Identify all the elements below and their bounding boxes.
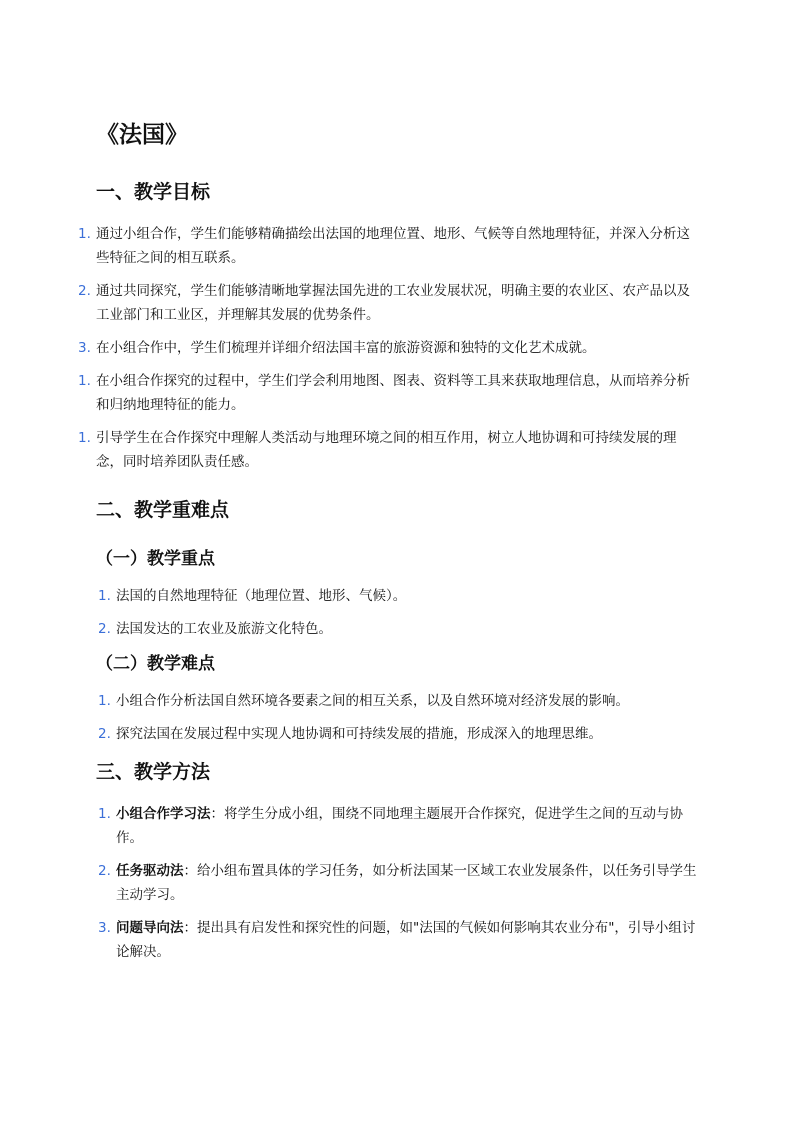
method-label: 小组合作学习法 <box>116 806 211 822</box>
method-description: ：提出具有启发性和探究性的问题，如"法国的气候如何影响其农业分布"，引导小组讨论解决。 <box>116 920 696 960</box>
subsection-heading: （二）教学难点 <box>96 654 215 674</box>
list-item-text <box>116 916 698 964</box>
list-item-text: 通过共同探究，学生们能够清晰地掌握法国先进的工农业发展状况，明确主要的农业区、农产品以及工业部门和工业区，并理解其发展的优势条件。 <box>96 283 690 323</box>
section-heading: 二、教学重难点 <box>96 499 230 521</box>
method-description: ：将学生分成小组，围绕不同地理主题展开合作探究，促进学生之间的互动与协作。 <box>116 806 683 846</box>
subsection-key-points <box>96 546 698 641</box>
objectives-list <box>78 222 698 474</box>
list-item-text <box>116 859 698 907</box>
section-key-difficult-points <box>96 496 698 746</box>
list-item: 1. 法国的自然地理特征（地理位置、地形、气候）。 <box>96 584 698 608</box>
section-heading: 三、教学方法 <box>96 761 211 783</box>
list-item: 1. 小组合作分析法国自然环境各要素之间的相互关系，以及自然环境对经济发展的影响。 <box>96 689 698 713</box>
key-points-list <box>96 584 698 641</box>
list-item-text: 在小组合作探究的过程中，学生们学会利用地图、图表、资料等工具来获取地理信息，从而培养分析和归纳地理特征的能力。 <box>96 373 690 413</box>
list-item-text: 通过小组合作，学生们能够精确描绘出法国的地理位置、地形、气候等自然地理特征，并深入分析这些特征之间的相互联系。 <box>96 226 690 266</box>
section-teaching-methods <box>96 758 698 964</box>
method-description: ：给小组布置具体的学习任务，如分析法国某一区域工农业发展条件，以任务引导学生主动学习。 <box>116 863 697 903</box>
subsection-difficult-points <box>96 651 698 746</box>
list-item: 1. 在小组合作探究的过程中，学生们学会利用地图、图表、资料等工具来获取地理信息，从而培养分析和归纳地理特征的能力。 <box>96 369 698 417</box>
method-label: 任务驱动法 <box>116 863 184 879</box>
page-title: 《法国》 <box>96 122 188 148</box>
list-item: 2. 探究法国在发展过程中实现人地协调和可持续发展的措施，形成深入的地理思维。 <box>96 722 698 746</box>
section-heading: 一、教学目标 <box>96 181 211 203</box>
list-item: 1. 通过小组合作，学生们能够精确描绘出法国的地理位置、地形、气候等自然地理特征，并深入分析这些特征之间的相互联系。 <box>96 222 698 270</box>
list-item: 2. 通过共同探究，学生们能够清晰地掌握法国先进的工农业发展状况，明确主要的农业区、农产品以及工业部门和工业区，并理解其发展的优势条件。 <box>96 279 698 327</box>
list-item-text: 法国发达的工农业及旅游文化特色。 <box>116 621 332 637</box>
list-item-text <box>116 802 698 850</box>
list-item-text: 法国的自然地理特征（地理位置、地形、气候）。 <box>116 588 407 604</box>
list-item: 3. 在小组合作中，学生们梳理并详细介绍法国丰富的旅游资源和独特的文化艺术成就。 <box>96 336 698 360</box>
list-item-text: 在小组合作中，学生们梳理并详细介绍法国丰富的旅游资源和独特的文化艺术成就。 <box>96 340 596 356</box>
list-item-text: 探究法国在发展过程中实现人地协调和可持续发展的措施，形成深入的地理思维。 <box>116 726 602 742</box>
subsection-heading: （一）教学重点 <box>96 549 215 569</box>
list-item: 1. 引导学生在合作探究中理解人类活动与地理环境之间的相互作用，树立人地协调和可持续发展的理念，同时培养团队责任感。 <box>96 426 698 474</box>
method-label: 问题导向法 <box>116 920 184 936</box>
methods-list <box>96 802 698 964</box>
list-item: 2. 法国发达的工农业及旅游文化特色。 <box>96 617 698 641</box>
list-item-text: 引导学生在合作探究中理解人类活动与地理环境之间的相互作用，树立人地协调和可持续发展的理念，同时培养团队责任感。 <box>96 430 677 470</box>
list-item-text: 小组合作分析法国自然环境各要素之间的相互关系，以及自然环境对经济发展的影响。 <box>116 693 629 709</box>
list-item: 3. 问题导向法：提出具有启发性和探究性的问题，如"法国的气候如何影响其农业分布"，引导小组讨论解决。 <box>96 916 698 964</box>
section-teaching-objectives <box>78 178 698 474</box>
list-item: 1. 小组合作学习法：将学生分成小组，围绕不同地理主题展开合作探究，促进学生之间的互动与协作。 <box>96 802 698 850</box>
list-item: 2. 任务驱动法：给小组布置具体的学习任务，如分析法国某一区域工农业发展条件，以任务引导学生主动学习。 <box>96 859 698 907</box>
difficult-points-list <box>96 689 698 746</box>
